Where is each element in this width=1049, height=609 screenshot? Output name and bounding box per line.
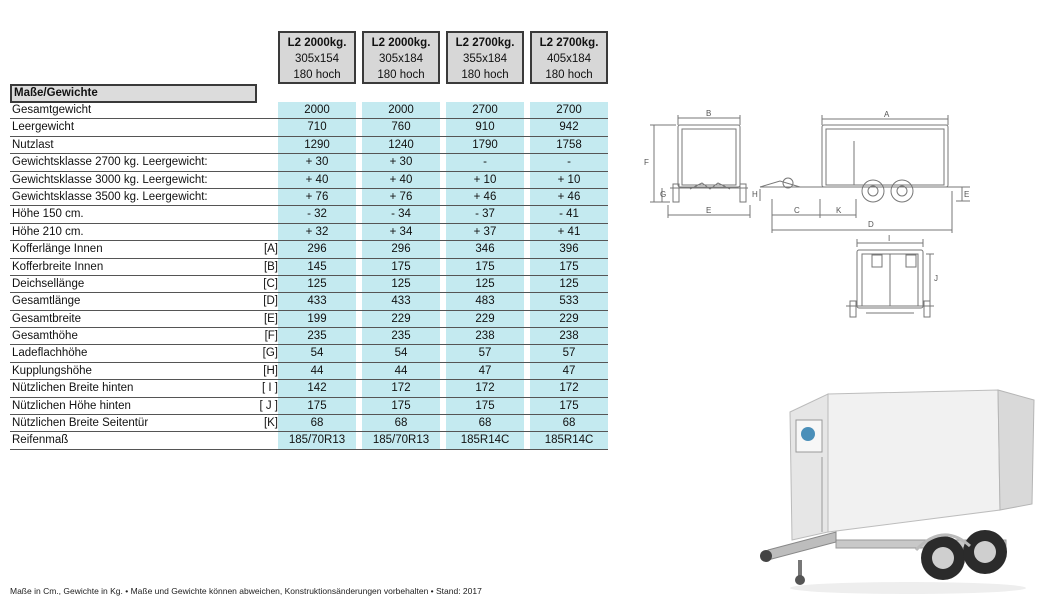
section-title: Maße/Gewichte	[10, 84, 257, 103]
column-model: L2 2000kg.	[287, 37, 347, 49]
table-row	[10, 276, 608, 293]
table-cell: 172	[530, 380, 608, 396]
row-label: Kupplungshöhe	[12, 364, 92, 377]
row-key: [ I ]	[262, 382, 278, 395]
table-cell: 185/70R13	[362, 432, 440, 448]
table-cell: 433	[362, 293, 440, 309]
row-label: Höhe 150 cm.	[12, 208, 84, 221]
trailer-product-photo	[738, 382, 1038, 597]
column-height: 180 hoch	[545, 69, 593, 81]
table-cell: - 41	[530, 206, 608, 222]
table-cell: + 46	[446, 189, 524, 205]
column-height: 180 hoch	[293, 69, 341, 81]
table-cell: 57	[446, 345, 524, 361]
table-cell: 1290	[278, 137, 356, 153]
table-row	[10, 137, 608, 154]
table-cell: 346	[446, 241, 524, 257]
table-row	[10, 311, 608, 328]
column-header-1	[278, 31, 356, 84]
table-cell: 296	[278, 241, 356, 257]
table-cell: 2700	[530, 102, 608, 118]
table-cell: + 40	[362, 172, 440, 188]
table-cell: -	[446, 154, 524, 170]
dim-label-j: J	[934, 274, 938, 283]
dim-label-e-side: E	[964, 190, 970, 199]
dim-label-k: K	[836, 206, 842, 215]
row-key: [C]	[263, 277, 278, 290]
row-label: Reifenmaß	[12, 434, 69, 447]
table-cell: 229	[446, 311, 524, 327]
row-label: Kofferlänge Innen	[12, 243, 103, 256]
column-header-4	[530, 31, 608, 84]
table-cell: 2700	[446, 102, 524, 118]
dim-label-d: D	[868, 220, 874, 229]
table-cell: 54	[362, 345, 440, 361]
column-header-2	[362, 31, 440, 84]
table-cell: - 34	[362, 206, 440, 222]
row-label: Nützlichen Breite hinten	[12, 382, 134, 395]
table-cell: 175	[278, 398, 356, 414]
row-label: Gesamthöhe	[12, 330, 78, 343]
row-label: Gesamtbreite	[12, 312, 82, 325]
table-cell: 175	[530, 398, 608, 414]
table-row	[10, 241, 608, 258]
row-key: [F]	[264, 330, 278, 343]
table-row	[10, 172, 608, 189]
column-size: 355x184	[462, 53, 508, 65]
table-row	[10, 259, 608, 276]
table-cell: 125	[446, 276, 524, 292]
table-cell: 68	[278, 415, 356, 431]
table-cell: 44	[278, 363, 356, 379]
dim-label-g: G	[660, 190, 667, 199]
table-cell: 54	[278, 345, 356, 361]
row-label: Gesamtlänge	[12, 295, 81, 308]
table-cell: 229	[530, 311, 608, 327]
table-row	[10, 415, 608, 432]
row-label: Ladeflachhöhe	[12, 347, 88, 360]
row-key: [G]	[262, 347, 278, 360]
row-key: [A]	[263, 243, 278, 256]
table-row	[10, 398, 608, 415]
table-row	[10, 293, 608, 310]
column-size: 305x154	[294, 53, 340, 65]
table-cell: 142	[278, 380, 356, 396]
table-cell: 2000	[362, 102, 440, 118]
table-row	[10, 119, 608, 136]
row-label: Leergewicht	[12, 121, 75, 134]
row-key: [E]	[263, 312, 278, 325]
row-label: Nützlichen Breite Seitentür	[12, 417, 149, 430]
table-cell: 710	[278, 119, 356, 135]
table-cell: 145	[278, 259, 356, 275]
column-header-3	[446, 31, 524, 84]
footnote: Maße in Cm., Gewichte in Kg. • Maße und Gewichte können abweichen, Konstruktionsänderungen vorbehalten • Stand: 2017	[10, 586, 482, 596]
dim-label-e: E	[706, 206, 712, 215]
row-label: Gewichtsklasse 2700 kg. Leergewicht:	[12, 156, 208, 169]
table-cell: 44	[362, 363, 440, 379]
table-row	[10, 154, 608, 171]
table-cell: + 30	[278, 154, 356, 170]
table-cell: 296	[362, 241, 440, 257]
table-cell: 125	[362, 276, 440, 292]
table-cell: 47	[446, 363, 524, 379]
row-key: [K]	[263, 417, 278, 430]
dim-label-f: F	[644, 158, 649, 167]
table-cell: 175	[362, 398, 440, 414]
table-cell: - 32	[278, 206, 356, 222]
table-cell: 175	[362, 259, 440, 275]
table-cell: 396	[530, 241, 608, 257]
table-row	[10, 380, 608, 397]
row-label: Gewichtsklasse 3000 kg. Leergewicht:	[12, 173, 208, 186]
table-cell: + 76	[278, 189, 356, 205]
table-row	[10, 189, 608, 206]
table-cell: 942	[530, 119, 608, 135]
table-cell: + 10	[446, 172, 524, 188]
column-height: 180 hoch	[377, 69, 425, 81]
row-key: [D]	[263, 295, 278, 308]
spec-table	[10, 102, 608, 450]
table-cell: 229	[362, 311, 440, 327]
table-cell: 235	[362, 328, 440, 344]
table-cell: 1758	[530, 137, 608, 153]
column-height: 180 hoch	[461, 69, 509, 81]
table-cell: + 40	[278, 172, 356, 188]
table-cell: 1790	[446, 137, 524, 153]
table-cell: 68	[362, 415, 440, 431]
table-cell: 175	[446, 398, 524, 414]
dim-label-a: A	[884, 110, 890, 119]
table-cell: 185R14C	[530, 432, 608, 448]
table-row	[10, 206, 608, 223]
table-cell: + 10	[530, 172, 608, 188]
table-row	[10, 345, 608, 362]
table-cell: 185R14C	[446, 432, 524, 448]
dim-label-h: H	[752, 190, 758, 199]
row-label: Nutzlast	[12, 138, 54, 151]
table-cell: -	[530, 154, 608, 170]
table-cell: + 46	[530, 189, 608, 205]
table-cell: 2000	[278, 102, 356, 118]
table-cell: 175	[530, 259, 608, 275]
table-cell: 533	[530, 293, 608, 309]
table-row	[10, 224, 608, 241]
row-key: [ J ]	[259, 399, 278, 412]
table-cell: 1240	[362, 137, 440, 153]
row-label: Gewichtsklasse 3500 kg. Leergewicht:	[12, 190, 208, 203]
table-cell: 125	[530, 276, 608, 292]
table-cell: 238	[530, 328, 608, 344]
table-cell: 172	[446, 380, 524, 396]
row-label: Höhe 210 cm.	[12, 225, 84, 238]
trailer-technical-drawing	[640, 105, 980, 330]
dim-label-i: I	[888, 234, 891, 243]
table-cell: 175	[446, 259, 524, 275]
row-label: Nützlichen Höhe hinten	[12, 399, 131, 412]
row-key: [H]	[263, 364, 278, 377]
table-row	[10, 328, 608, 345]
table-row	[10, 363, 608, 380]
table-row	[10, 102, 608, 119]
column-size: 305x184	[378, 53, 424, 65]
table-cell: 172	[362, 380, 440, 396]
column-model: L2 2700kg.	[539, 37, 599, 49]
dim-label-c: C	[794, 206, 800, 215]
column-model: L2 2700kg.	[455, 37, 515, 49]
column-model: L2 2000kg.	[371, 37, 431, 49]
table-cell: 483	[446, 293, 524, 309]
table-cell: 68	[446, 415, 524, 431]
row-key: [B]	[263, 260, 278, 273]
table-cell: 199	[278, 311, 356, 327]
table-cell: + 30	[362, 154, 440, 170]
table-cell: 235	[278, 328, 356, 344]
column-size: 405x184	[546, 53, 592, 65]
table-cell: + 41	[530, 224, 608, 240]
table-cell: 433	[278, 293, 356, 309]
table-cell: 68	[530, 415, 608, 431]
table-cell: + 37	[446, 224, 524, 240]
row-label: Deichsellänge	[12, 277, 85, 290]
table-cell: 125	[278, 276, 356, 292]
table-cell: + 34	[362, 224, 440, 240]
table-cell: + 76	[362, 189, 440, 205]
table-cell: 185/70R13	[278, 432, 356, 448]
table-row	[10, 432, 608, 449]
table-cell: 760	[362, 119, 440, 135]
dim-label-b: B	[706, 109, 712, 118]
table-cell: 57	[530, 345, 608, 361]
table-cell: + 32	[278, 224, 356, 240]
table-cell: 910	[446, 119, 524, 135]
row-label: Gesamtgewicht	[12, 104, 92, 116]
row-label: Kofferbreite Innen	[12, 260, 104, 273]
table-cell: 238	[446, 328, 524, 344]
table-cell: - 37	[446, 206, 524, 222]
table-cell: 47	[530, 363, 608, 379]
